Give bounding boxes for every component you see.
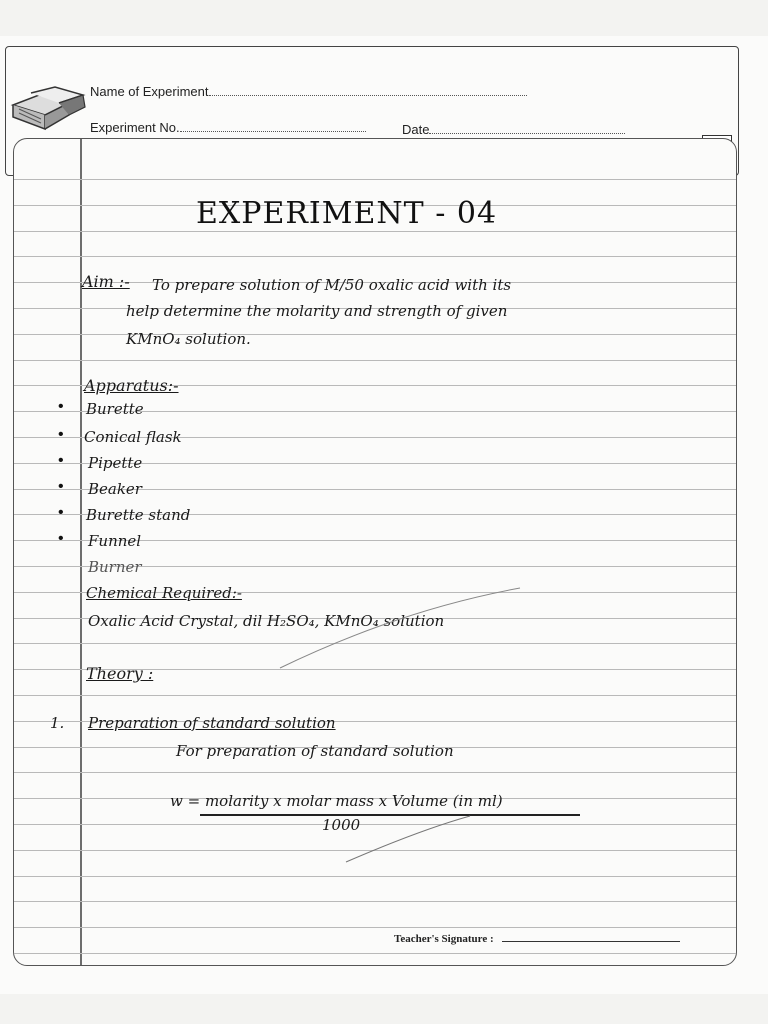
ruled-area	[13, 138, 737, 966]
ruled-line	[14, 643, 736, 644]
chemicals-label: Chemical Required:-	[86, 584, 242, 602]
name-label: Name of Experiment	[90, 84, 209, 99]
bullet: •	[58, 504, 64, 521]
section-text: For preparation of standard solution	[176, 742, 454, 760]
section-number: 1.	[50, 714, 65, 732]
ruled-line	[14, 334, 736, 335]
ruled-line	[14, 360, 736, 361]
ruled-line	[14, 876, 736, 877]
bullet: •	[58, 478, 64, 495]
experiment-no-label: Experiment No.	[90, 120, 180, 135]
date-field	[402, 121, 625, 137]
apparatus-item: Pipette	[88, 454, 143, 472]
bullet: •	[58, 426, 64, 443]
name-of-experiment-field	[90, 83, 527, 99]
bullet: •	[58, 452, 64, 469]
apparatus-label: Apparatus:-	[84, 376, 179, 395]
experiment-no-field	[90, 119, 366, 135]
chemicals-text: Oxalic Acid Crystal, dil H₂SO₄, KMnO₄ solution	[88, 612, 445, 630]
ruled-line	[14, 850, 736, 851]
ruled-line	[14, 772, 736, 773]
teacher-signature	[394, 933, 680, 945]
apparatus-item: Beaker	[88, 480, 142, 498]
ruled-line	[14, 953, 736, 954]
aim-label: Aim :-	[82, 272, 130, 291]
section-title: Preparation of standard solution	[88, 714, 336, 732]
ruled-line	[14, 256, 736, 257]
aim-line-1: To prepare solution of M/50 oxalic acid with its	[152, 276, 512, 294]
ruled-line	[14, 901, 736, 902]
signature-line	[502, 941, 680, 942]
date-label: Date	[402, 122, 430, 137]
theory-label: Theory :	[86, 664, 154, 683]
experiment-title: EXPERIMENT - 04	[196, 196, 498, 231]
ruled-line	[14, 695, 736, 696]
ruled-line	[14, 927, 736, 928]
ruled-line	[14, 179, 736, 180]
fraction-bar	[200, 814, 580, 816]
ruled-line	[14, 824, 736, 825]
ruled-line	[14, 231, 736, 232]
apparatus-item: Conical flask	[84, 428, 182, 446]
bullet: •	[58, 398, 64, 415]
apparatus-item: Burette stand	[86, 506, 191, 524]
books-icon	[9, 85, 91, 133]
apparatus-item: Burette	[86, 400, 144, 418]
margin-line	[80, 139, 82, 965]
apparatus-item: Burner	[88, 558, 142, 576]
bullet: •	[58, 530, 64, 547]
signature-label: Teacher's Signature :	[394, 933, 494, 945]
formula-numerator: w = molarity x molar mass x Volume (in ml)	[170, 792, 503, 810]
apparatus-item: Funnel	[88, 532, 142, 550]
aim-line-3: KMnO₄ solution.	[126, 330, 251, 348]
aim-line-2: help determine the molarity and strength of given	[126, 302, 508, 320]
formula-denominator: 1000	[322, 816, 361, 834]
